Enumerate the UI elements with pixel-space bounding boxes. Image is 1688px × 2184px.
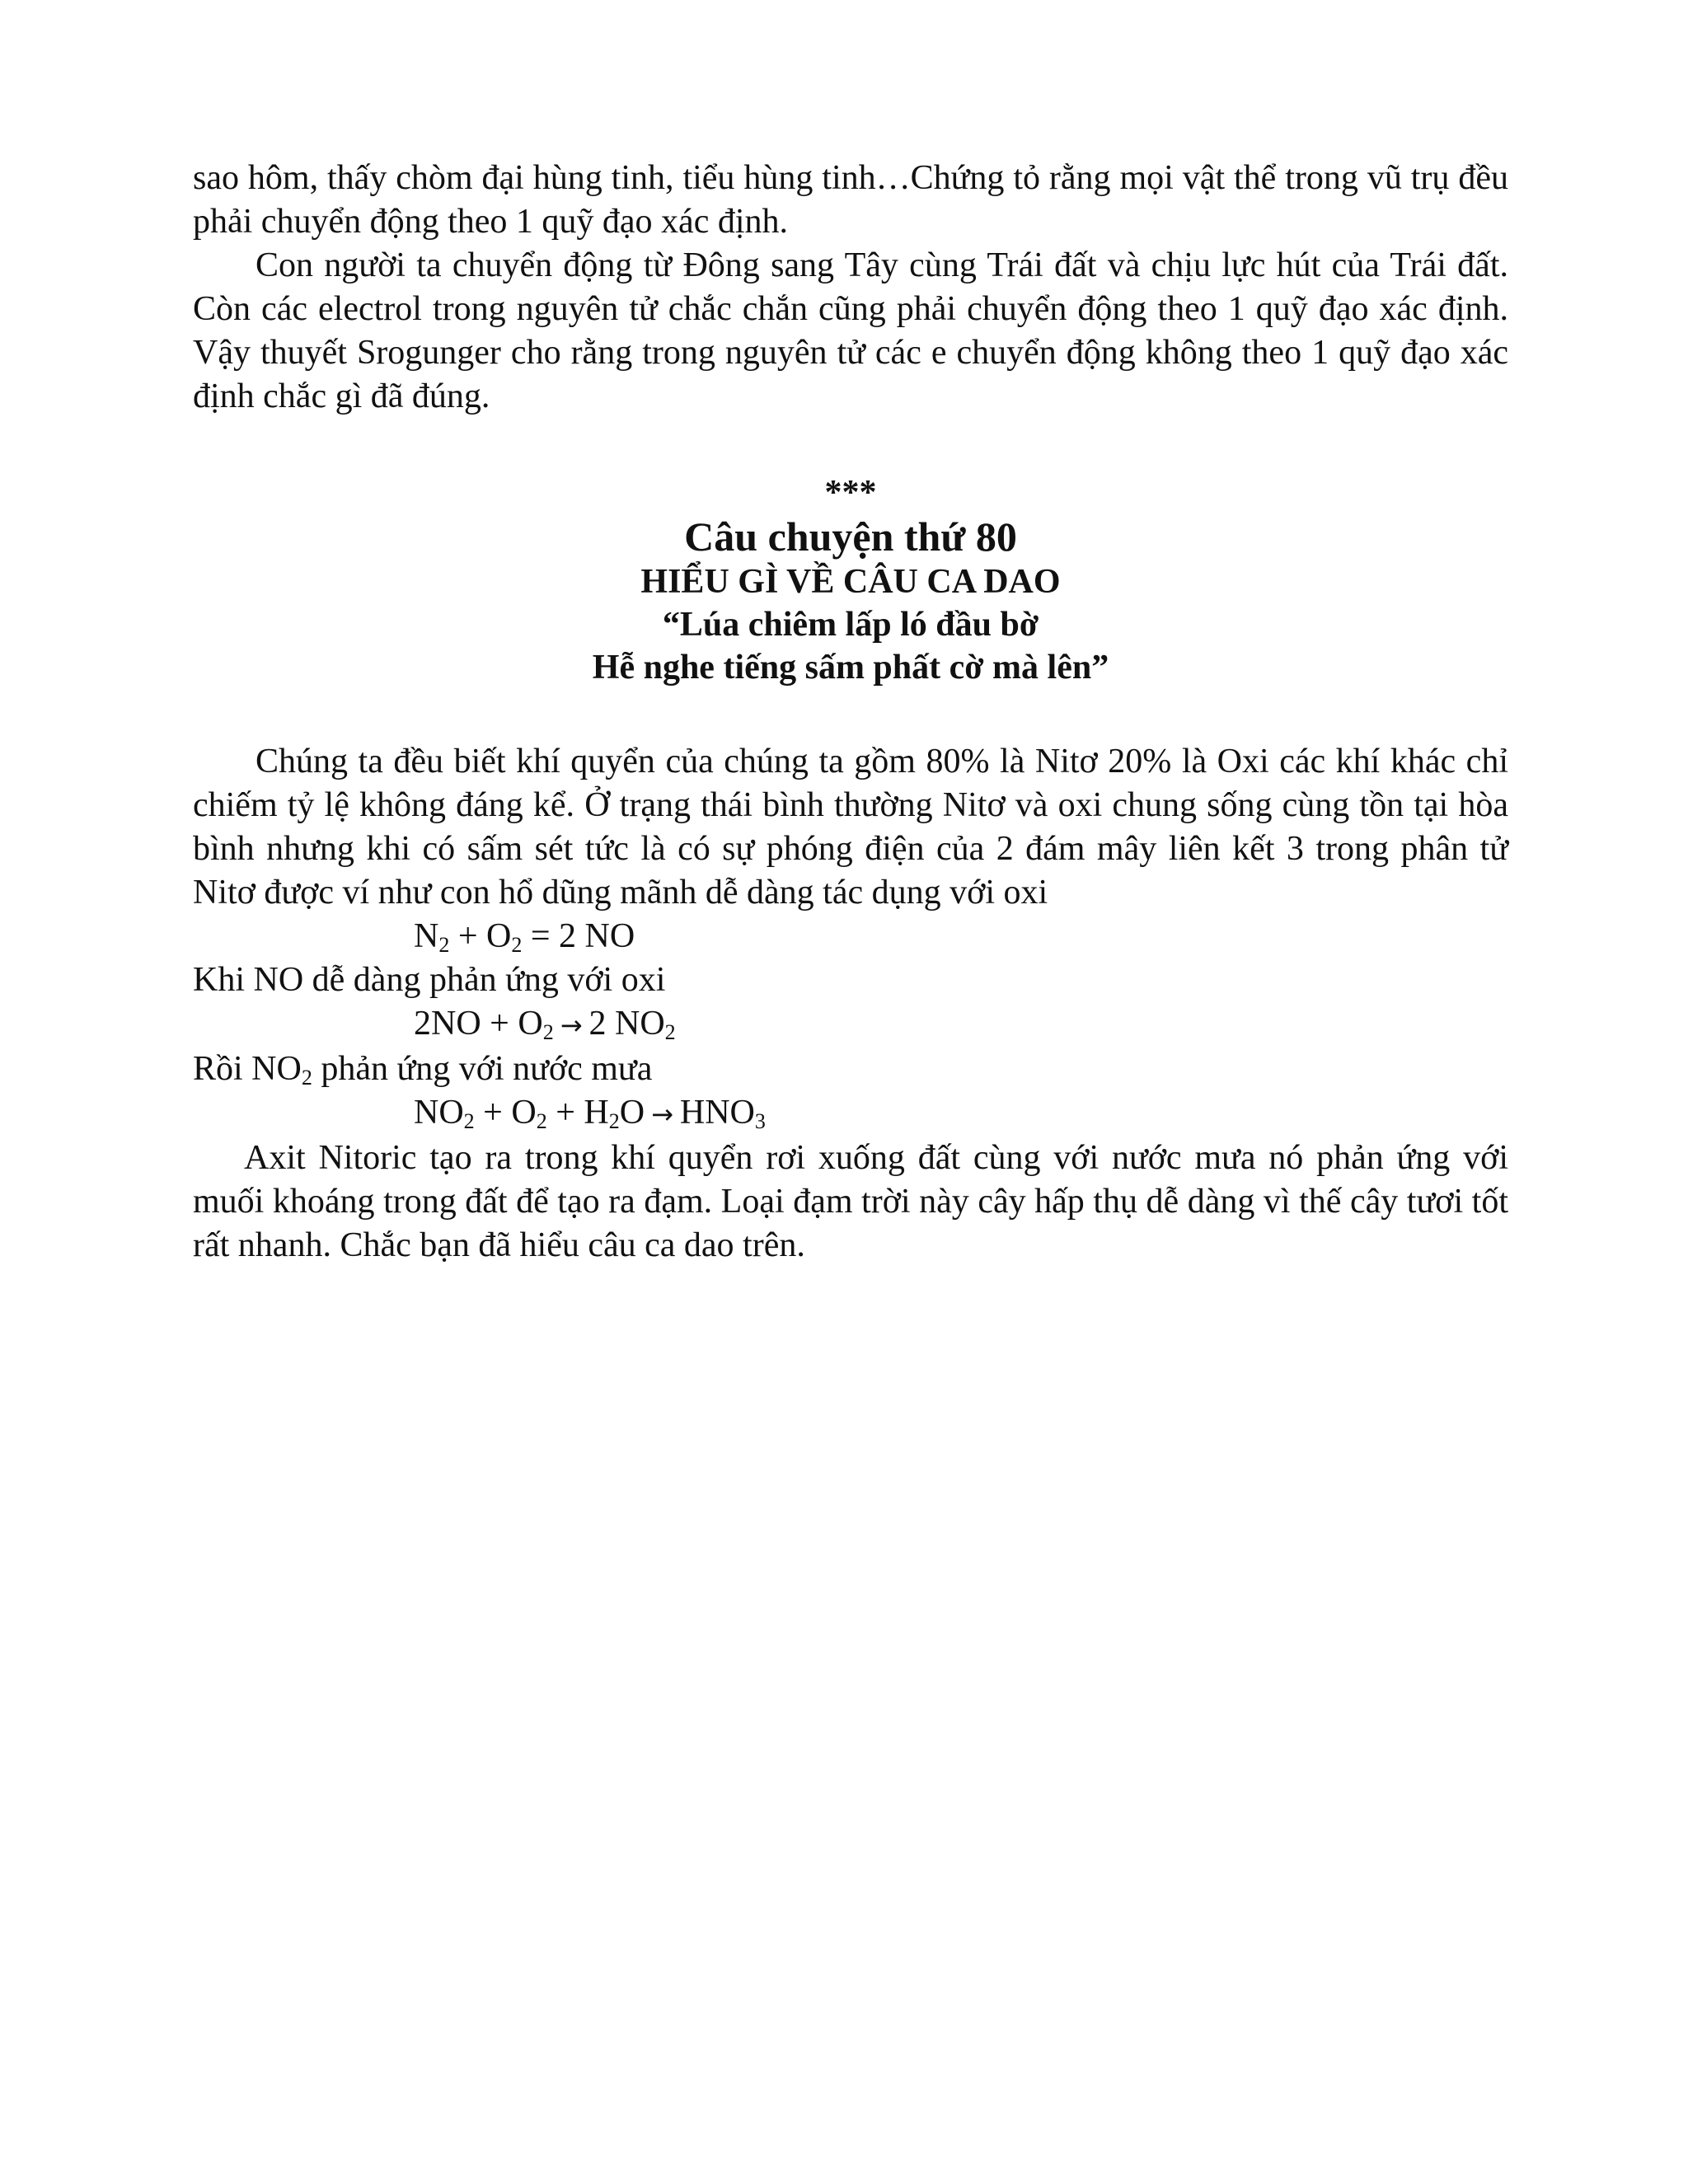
story-heading-line-1: HIỂU GÌ VỀ CÂU CA DAO [640, 563, 1061, 601]
arrow-icon: → [560, 1010, 583, 1041]
equation-3: $NO_2 + O_2 + H_2O \to HNO_3$ [414, 1094, 766, 1133]
story-title: Câu chuyện thứ 80 [684, 513, 1017, 560]
body-line-3: Rồi $NO_2$ phản ứng với nước mưa [193, 1050, 653, 1090]
story-heading-line-3: Hễ nghe tiếng sấm phất cờ mà lên” [592, 649, 1109, 687]
equation-1: $N_2 + O_2 = 2$ NO [414, 917, 635, 957]
body-paragraph-1: Chúng ta đều biết khí quyển của chúng ta gồm 80% là Nitơ 20% là Oxi các khí khác chỉ chiếm tỷ lệ không đáng kể. Ở trạng thái bình thường Nitơ và oxi chung sống cùng tồn tại hòa bình nhưng khi có sấm sét tức là có sự phóng điện của 2 đám mây liên kết 3 trong phân tử Nitơ được ví như con hổ dũng mãnh dễ dàng tác dụng với oxi [193, 743, 1508, 912]
body-paragraph-final: Axit Nitoric tạo ra trong khí quyển rơi xuống đất cùng với nước mưa nó phản ứng với muối khoáng trong đất để tạo ra đạm. Loại đạm trời này cây hấp thụ dễ dàng vì thế cây tươi tốt rất nhanh. Chắc bạn đã hiểu câu ca dao trên. [193, 1139, 1508, 1264]
intro-paragraph-1: sao hôm, thấy chòm đại hùng tinh, tiểu hùng tinh…Chứng tỏ rằng mọi vật thể trong vũ trụ đều phải chuyển động theo 1 quỹ đạo xác định. [193, 159, 1508, 241]
intro-paragraph-2: Con người ta chuyển động từ Đông sang Tây cùng Trái đất và chịu lực hút của Trái đất. Còn các electrol trong nguyên tử chắc chắn cũng phải chuyển động theo 1 quỹ đạo xác định. Vậy thuyết Srogunger cho rằng trong nguyên tử các e chuyển động không theo 1 quỹ đạo xác định chắc gì đã đúng. [193, 246, 1508, 415]
body-line-2: Khi NO dễ dàng phản ứng với oxi [193, 961, 666, 999]
spacer [193, 689, 1508, 740]
section-separator: *** [824, 474, 877, 512]
arrow-icon: → [651, 1099, 673, 1130]
story-heading-line-2: “Lúa chiêm lấp ló đầu bờ [662, 606, 1039, 644]
document-page [193, 157, 1508, 1268]
equation-2: $2NO + O_2 \to 2$ $NO_2$ [414, 1005, 676, 1044]
